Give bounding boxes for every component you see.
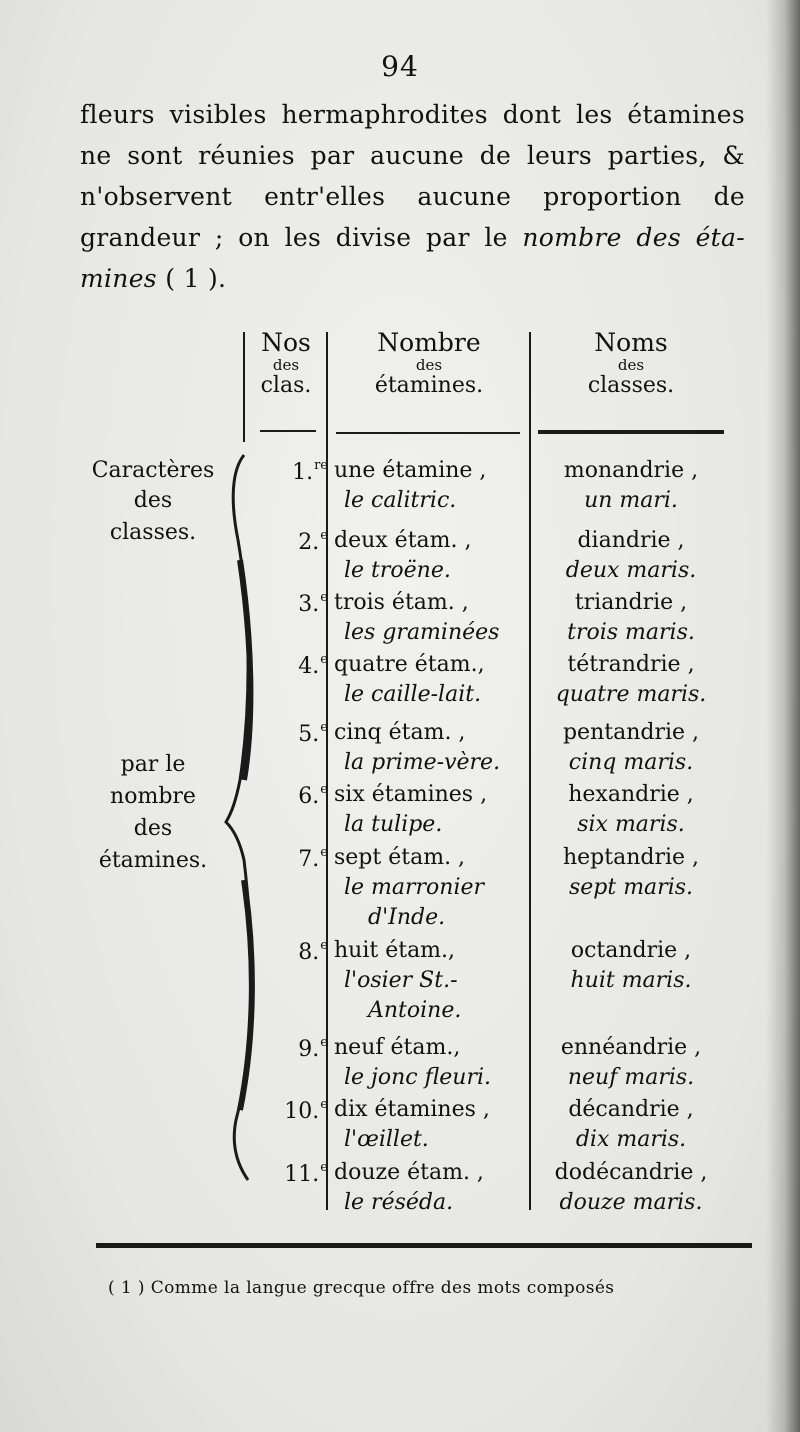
class-meaning: deux maris. (565, 558, 697, 583)
class-number (258, 1035, 328, 1062)
example-plant: le marronier (344, 875, 485, 900)
stamen-count: douze étam. , (334, 1160, 484, 1185)
left-label-top-1: Caractères (91, 458, 215, 483)
stamen-count: une étamine , (334, 458, 487, 483)
example-plant: l'osier St.- (344, 968, 458, 993)
header-classes-sub: classes. (587, 373, 675, 398)
class-number-suffix: e (320, 720, 328, 735)
example-plant: le jonc fleuri. (344, 1065, 492, 1090)
class-number-value: 5. (298, 722, 320, 747)
example-plant: le caille-lait. (344, 682, 482, 707)
class-meaning: dix maris. (575, 1127, 687, 1152)
header-stamens-title: Nombre (377, 328, 481, 357)
footnote-ref: ( 1 ). (165, 264, 227, 293)
stamen-count: six étamines , (334, 782, 488, 807)
class-name: ennéandrie , (560, 1035, 702, 1060)
bottom-rule (96, 1243, 752, 1248)
footnote: ( 1 ) Comme la langue grecque offre des mots composés (108, 1278, 615, 1298)
class-number-suffix: e (320, 1035, 328, 1050)
class-name: décandrie , (568, 1097, 694, 1122)
class-name: dodécandrie , (554, 1160, 708, 1185)
class-number (258, 845, 328, 872)
class-number-value: 8. (298, 940, 320, 965)
intro-line-5-italic: mines (80, 264, 157, 293)
class-number-suffix: e (320, 938, 328, 953)
class-meaning: quatre maris. (555, 682, 707, 707)
class-meaning: trois maris. (567, 620, 695, 645)
left-label-bottom-1: par le (120, 752, 186, 777)
example-plant: les graminées (344, 620, 500, 645)
class-number (258, 782, 328, 809)
header-stamens-des: des (415, 356, 443, 374)
example-plant-continued: Antoine. (368, 998, 462, 1023)
class-number-suffix: e (320, 528, 328, 543)
class-number-value: 3. (298, 592, 320, 617)
class-number (258, 652, 328, 679)
example-plant: le troëne. (344, 558, 451, 583)
class-meaning: neuf maris. (567, 1065, 695, 1090)
stamen-count: cinq étam. , (334, 720, 466, 745)
class-name: diandrie , (577, 528, 685, 553)
example-plant: la tulipe. (344, 812, 443, 837)
page-number: 94 (381, 50, 419, 83)
class-meaning: cinq maris. (568, 750, 694, 775)
class-number-value: 6. (298, 784, 320, 809)
example-plant: l'œillet. (344, 1127, 429, 1152)
header-classes-title: Noms (594, 328, 668, 357)
class-number (258, 720, 328, 747)
class-name: hexandrie , (568, 782, 694, 807)
left-label-top-3: classes. (109, 520, 197, 545)
intro-line-4-italic: nombre des éta- (522, 223, 745, 252)
class-name: octandrie , (570, 938, 692, 963)
intro-line-3: n'observent entr'elles aucune proportion de (80, 182, 745, 211)
example-plant: le réséda. (344, 1190, 454, 1215)
left-label-bottom-3: des (133, 816, 173, 841)
stamen-count: sept étam. , (334, 845, 466, 870)
class-number (258, 1097, 328, 1124)
class-meaning: un mari. (584, 488, 678, 513)
class-meaning: douze maris. (559, 1190, 703, 1215)
left-label-top-2: des (133, 488, 173, 513)
header-numbers-title: Nos (261, 328, 311, 357)
class-number-value: 1. (292, 460, 314, 485)
class-number (258, 938, 328, 965)
left-label-bottom-4: étamines. (98, 848, 208, 873)
class-number-value: 9. (298, 1037, 320, 1062)
class-number (258, 458, 328, 485)
class-meaning: sept maris. (568, 875, 694, 900)
class-number-suffix: e (320, 1097, 328, 1112)
class-name: monandrie , (563, 458, 699, 483)
example-plant: la prime-vère. (344, 750, 501, 775)
class-number-suffix: e (320, 782, 328, 797)
class-number-value: 7. (298, 847, 320, 872)
class-name: heptandrie , (562, 845, 700, 870)
class-number (258, 528, 328, 555)
class-number-suffix: e (320, 845, 328, 860)
header-classes-des: des (617, 356, 645, 374)
header-stamens-sub: étamines. (374, 373, 484, 398)
class-meaning: six maris. (577, 812, 685, 837)
class-number-suffix: re (314, 458, 328, 473)
class-name: pentandrie , (562, 720, 700, 745)
class-number-value: 11. (284, 1162, 320, 1187)
class-name: triandrie , (574, 590, 688, 615)
class-number-value: 10. (284, 1099, 320, 1124)
class-number-value: 2. (298, 530, 320, 555)
class-number (258, 1160, 328, 1187)
class-name: tétrandrie , (567, 652, 695, 677)
class-number-suffix: e (320, 1160, 328, 1175)
class-meaning: huit maris. (570, 968, 692, 993)
stamen-count: quatre étam., (334, 652, 485, 677)
stamen-count: neuf étam., (334, 1035, 461, 1060)
example-plant-continued: d'Inde. (368, 905, 446, 930)
class-number-suffix: e (320, 652, 328, 667)
header-numbers-des: des (272, 356, 300, 374)
stamen-count: trois étam. , (334, 590, 469, 615)
stamen-count: dix étamines , (334, 1097, 490, 1122)
class-number-value: 4. (298, 654, 320, 679)
stamen-count: deux étam. , (334, 528, 472, 553)
example-plant: le calitric. (344, 488, 457, 513)
class-number-suffix: e (320, 590, 328, 605)
intro-line-2: ne sont réunies par aucune de leurs parties, & (80, 141, 745, 170)
header-numbers-sub: clas. (260, 373, 312, 398)
left-label-bottom-2: nombre (110, 784, 196, 809)
intro-line-4-text: grandeur ; on les divise par le (80, 223, 508, 252)
intro-line-1: fleurs visibles hermaphrodites dont les étamines (80, 100, 745, 129)
class-number (258, 590, 328, 617)
stamen-count: huit étam., (334, 938, 456, 963)
